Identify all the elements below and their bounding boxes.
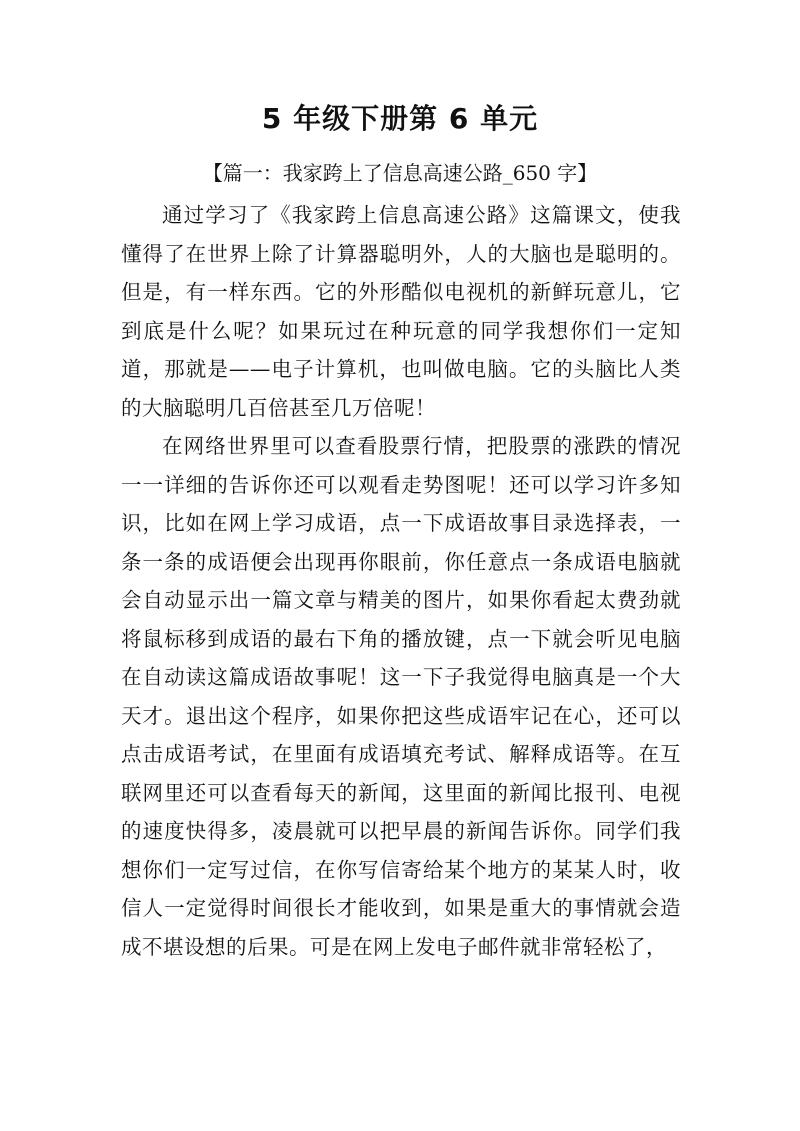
page-title: 5 年级下册第 6 单元 bbox=[261, 102, 539, 135]
paragraph-2: 在网络世界里可以查看股票行情，把股票的涨跌的情况一一详细的告诉你还可以观看走势图呢！还可以学习许多知识，比如在网上学习成语，点一下成语故事目录选择表，一条一条的成语便会出现再你眼前，你任意点一条成语电脑就会自动显示出一篇文章与精美的图片，如果你看起太费劲就将鼠标移到成语的最右下角的播放键，点一下就会听见电脑在自动读这篇成语故事呢！这一下子我觉得电脑真是一个大天才。退出这个程序，如果你把这些成语牢记在心，还可以点击成语考试，在里面有成语填充考试、解释成语等。在互联网里还可以查看每天的新闻，这里面的新闻比报刊、电视的速度快得多，凌晨就可以把早晨的新闻告诉你。同学们我想你们一定写过信，在你写信寄给某个地方的某某人时，收信人一定觉得时间很长才能收到，如果是重大的事情就会造成不堪设想的后果。可是在网上发电子邮件就非常轻松了， bbox=[121, 434, 681, 959]
paragraph-1: 通过学习了《我家跨上信息高速公路》这篇课文，使我懂得了在世界上除了计算器聪明外，人的大脑也是聪明的。但是，有一样东西。它的外形酷似电视机的新鲜玩意儿，它到底是什么呢？如果玩过在种玩意的同学我想你们一定知道，那就是——电子计算机，也叫做电脑。它的头脑比人类的大脑聪明几百倍甚至几万倍呢！ bbox=[121, 203, 681, 420]
article-body bbox=[121, 196, 681, 966]
article-subtitle: 【篇一：我家跨上了信息高速公路_650 字】 bbox=[202, 161, 598, 185]
